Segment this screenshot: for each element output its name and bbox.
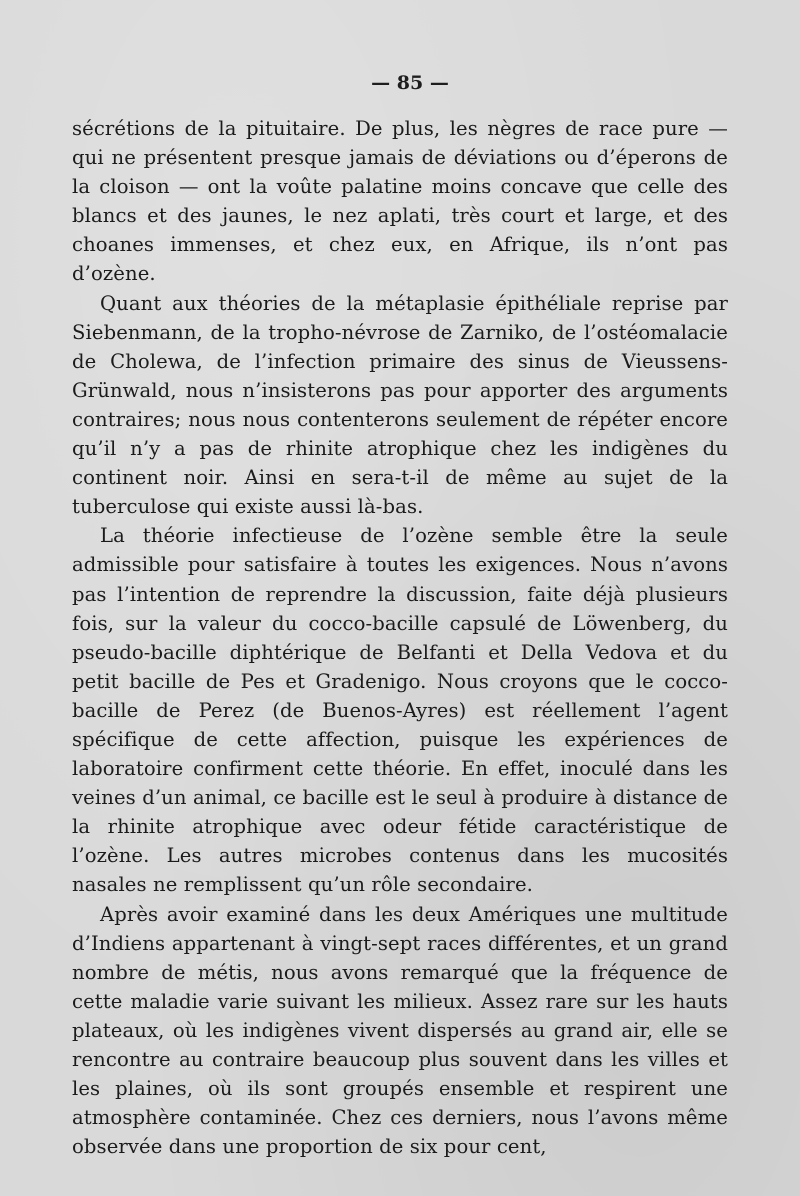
paragraph-2: Quant aux théories de la métaplasie épithéliale reprise par Siebenmann, de la tropho-névrose de Zarniko, de l’ostéomalacie de Cholewa, de l’infection primaire des sinus de Vieussens-Grünwald, nous n’insisterons pas pour apporter des arguments contraires; nous nous contenterons seulement de répéter encore qu’il n’y a pas de rhinite atrophique chez les indigènes du continent noir. Ainsi en sera-t-il de même au sujet de la tuberculose qui existe aussi là-bas.: [72, 291, 728, 519]
paragraph-3: La théorie infectieuse de l’ozène semble être la seule admissible pour satisfaire à toutes les exigences. Nous n’avons pas l’intention de reprendre la discussion, faite déjà plusieurs fois, sur la valeur du cocco-bacille capsulé de Löwenberg, du pseudo-bacille diphtérique de Belfanti et Della Vedova et du petit bacille de Pes et Gradenigo. Nous croyons que le cocco-bacille de Perez (de Buenos-Ayres) est réellement l’agent spécifique de cette affection, puisque les expériences de laboratoire confirment cette théorie. En effet, inoculé dans les veines d’un animal, ce bacille est le seul à produire à distance de la rhinite atrophique avec odeur fétide caractéristique de l’ozène. Les autres microbes contenus dans les mucosités nasales ne remplissent qu’un rôle secondaire.: [72, 524, 728, 897]
body-text: [72, 114, 728, 1161]
paragraph-1: sécrétions de la pituitaire. De plus, les nègres de race pure — qui ne présentent presque jamais de déviations ou d’éperons de la cloison — ont la voûte palatine moins concave que celle des blancs et des jaunes, le nez aplati, très court et large, et des choanes immenses, et chez eux, en Afrique, ils n’ont pas d’ozène.: [72, 117, 728, 286]
page-number: — 85 —: [371, 72, 449, 94]
paragraph-4: Après avoir examiné dans les deux Amériques une multitude d’Indiens appartenant à vingt-sept races différentes, et un grand nombre de métis, nous avons remarqué que la fréquence de cette maladie varie suivant les milieux. Assez rare sur les hauts plateaux, où les indigènes vivent dispersés au grand air, elle se rencontre au contraire beaucoup plus souvent dans les villes et les plaines, où ils sont groupés ensemble et respirent une atmosphère contaminée. Chez ces derniers, nous l’avons même observée dans une proportion de six pour cent,: [72, 902, 728, 1159]
